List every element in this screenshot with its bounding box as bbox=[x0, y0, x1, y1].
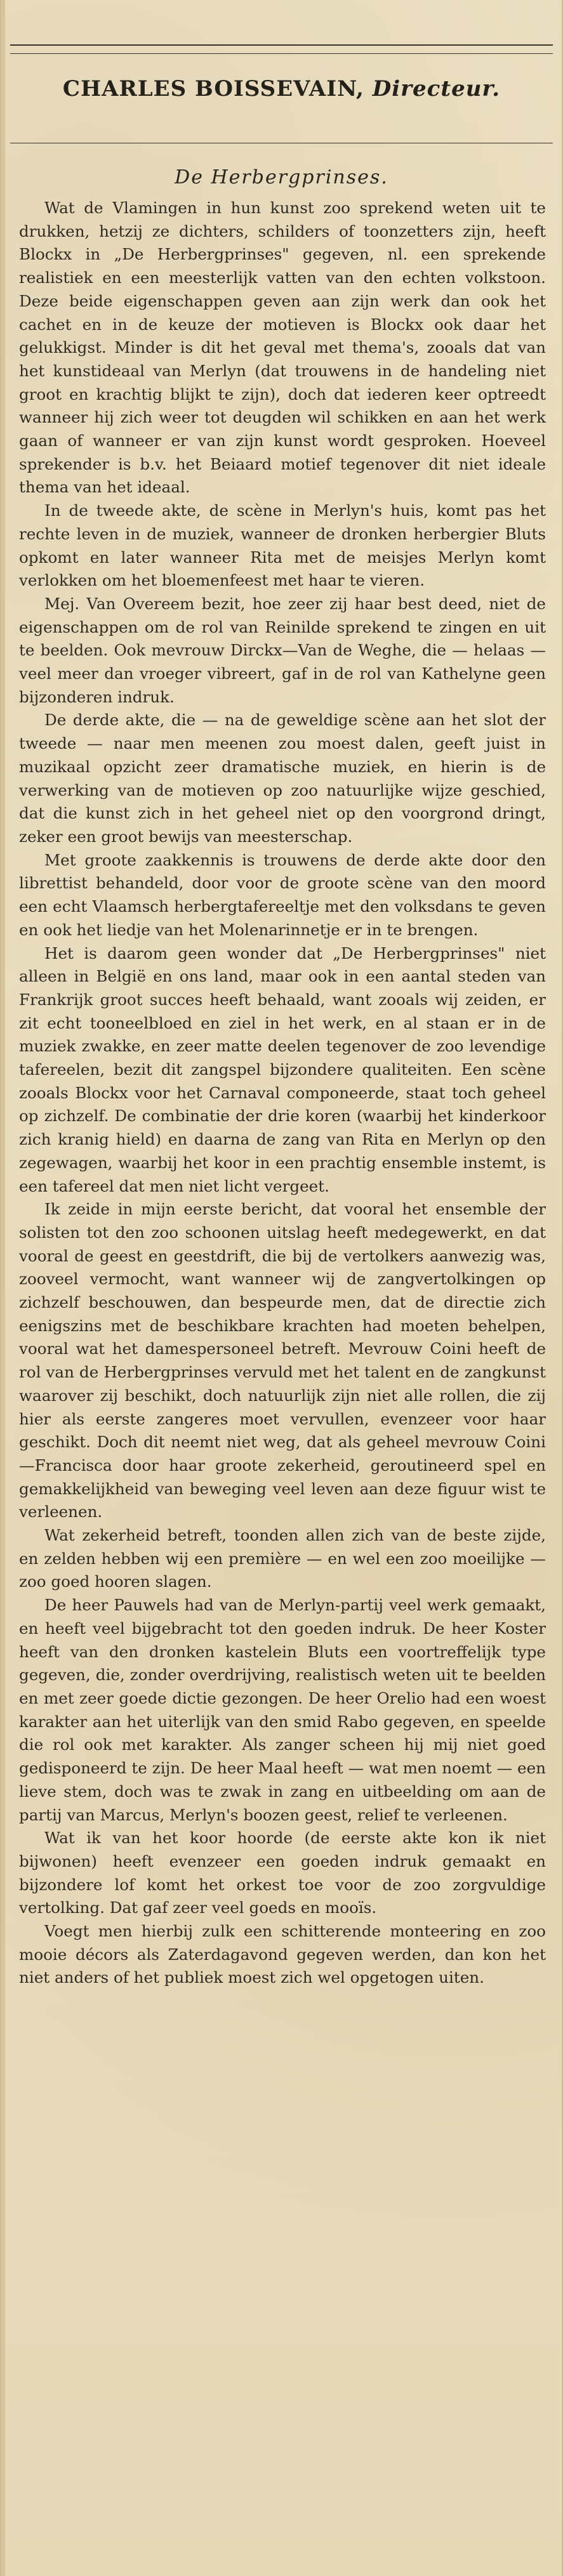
director-role: Directeur. bbox=[372, 76, 501, 102]
masthead-director bbox=[1, 76, 562, 102]
paragraph: Wat zekerheid betreft, toonden allen zich van de beste zijde, en zelden hebben wij een première — en wel een zoo moeilijke — zoo goed hooren slagen. bbox=[19, 1526, 546, 1591]
paragraph: De derde akte, die — na de geweldige scène aan het slot der tweede — naar men meenen zou moest dalen, geeft juist in muzikaal opzicht zeer dramatische muziek, en hierin is de verwerking van de motieven op zoo natuurlijke wijze geschied, dat die kunst zich in het geheel niet op den voorgrond dringt, zeker een groot bewijs van meesterschap. bbox=[19, 711, 546, 846]
paragraph: Wat de Vlamingen in hun kunst zoo sprekend weten uit te drukken, hetzij ze dichters, schilders of toonzetters zijn, heeft Blockx in „De Herbergprinses" gegeven, nl. een sprekende realistiek en een meesterlijk vatten van den echten volkstoon. Deze beide eigenschappen geven aan zijn werk dan ook het cachet en in de keuze der motieven is Blockx ook daar het gelukkigst. Minder is dit het geval met thema's, zooals dat van het kunstideaal van Merlyn (dat trouwens in de handeling niet groot en krachtig blijkt te zijn), doch dat iederen keer optreedt wanneer hij zich weer tot deugden wil schikken en aan het werk gaan of wanneer er van zijn kunst wordt gesproken. Hoeveel sprekender is b.v. het Beiaard motief tegenover dit niet ideale thema van het ideaal. bbox=[19, 199, 546, 497]
paragraph: De heer Pauwels had van de Merlyn-partij veel werk gemaakt, en heeft veel bijgebracht tot den goeden indruk. De heer Koster heeft van den dronken kastelein Bluts een voortreffelijk type gegeven, die, zonder overdrijving, realistisch weten uit te beelden en met zeer goede dictie gezongen. De heer Orelio had een woest karakter aan het uiterlijk van den smid Rabo gegeven, en speelde die rol ook met karakter. Als zanger scheen hij mij niet goed gedisponeerd te zijn. De heer Maal heeft — wat men noemt — een lieve stem, doch was te zwak in zang en uitbeelding om aan de partij van Marcus, Merlyn's boozen geest, relief te verleenen. bbox=[19, 1596, 546, 1824]
paragraph: Voegt men hierbij zulk een schitterende monteering en zoo mooie décors als Zaterdagavond gegeven werden, dan kon het niet anders of het publiek moest zich wel opgetogen uiten. bbox=[19, 1922, 546, 1987]
director-name: CHARLES BOISSEVAIN, bbox=[62, 76, 364, 102]
paper-edge bbox=[1, 0, 5, 2576]
article-body bbox=[19, 197, 546, 1990]
paragraph: In de tweede akte, de scène in Merlyn's huis, komt pas het rechte leven in de muziek, wanneer de dronken herbergier Bluts opkomt en later wanneer Rita met de meisjes Merlyn komt verlokken om het bloemenfeest met haar te vieren. bbox=[19, 501, 546, 590]
paragraph: Het is daarom geen wonder dat „De Herbergprinses" niet alleen in België en ons land, maar ook in een aantal steden van Frankrijk groot succes heeft behaald, want zooals wij zeiden, er zit echt tooneelbloed en ziel in het werk, en al staan er in de muziek zwakke, en zeer matte deelen tegenover de zoo levendige tafereelen, bezit dit zangspel bijzondere qualiteiten. Een scène zooals Blockx voor het Carnaval componeerde, staat toch geheel op zichzelf. De combinatie der drie koren (waarbij het kinderkoor zich kranig hield) en daarna de zang van Rita en Merlyn op den zegewagen, waarbij het koor in een prachtig ensemble instemt, is een tafereel dat men niet licht vergeet. bbox=[19, 943, 546, 1195]
paragraph: Mej. Van Overeem bezit, hoe zeer zij haar best deed, niet de eigenschappen om de rol van Reinilde sprekend te zingen en uit te beelden. Ook mevrouw Dirckx—Van de Weghe, die — helaas — veel meer dan vroeger vibreert, gaf in de rol van Kathelyne geen bijzonderen indruk. bbox=[19, 594, 546, 706]
paragraph: Ik zeide in mijn eerste bericht, dat vooral het ensemble der solisten tot den zoo schoonen uitslag heeft medegewerkt, en dat vooral de geest en geestdrift, die bij de vertolkers aanwezig was, zooveel vermocht, want wanneer wij de zangvertolkingen op zichzelf beschouwen, dan bespeurde men, dat de directie zich eenigszins met de beschikbare krachten had moeten behelpen, vooral wat het damespersoneel betreft. Mevrouw Coini heeft de rol van de Herbergprinses vervuld met het talent en de zangkunst waarover zij beschikt, doch natuurlijk zijn niet alle rollen, die zij hier als eerste zangeres moet vervullen, evenzeer voor haar geschikt. Doch dit neemt niet weg, dat als geheel mevrouw Coini—Francisca door haar groote zekerheid, geroutineerd spel en gemakkelijkheid van beweging veel leven aan deze figuur wist te verleenen. bbox=[19, 1200, 546, 1521]
top-rule-thin bbox=[10, 53, 553, 54]
paragraph: Wat ik van het koor hoorde (de eerste akte kon ik niet bijwonen) heeft evenzeer een goeden indruk gemaakt en bijzondere lof komt het orkest toe voor de zoo zorgvuldige vertolking. Dat gaf zeer veel goeds en mooïs. bbox=[19, 1829, 546, 1917]
paragraph: Met groote zaakkennis is trouwens de derde akte door den librettist behandeld, door voor de groote scène van den moord een echt Vlaamsch herbergtafereeltje met den volksdans te geven en ook het liedje van het Molenarinnetje er in te brengen. bbox=[19, 850, 546, 939]
article-title: De Herbergprinses. bbox=[175, 166, 388, 188]
top-rule bbox=[10, 44, 553, 46]
